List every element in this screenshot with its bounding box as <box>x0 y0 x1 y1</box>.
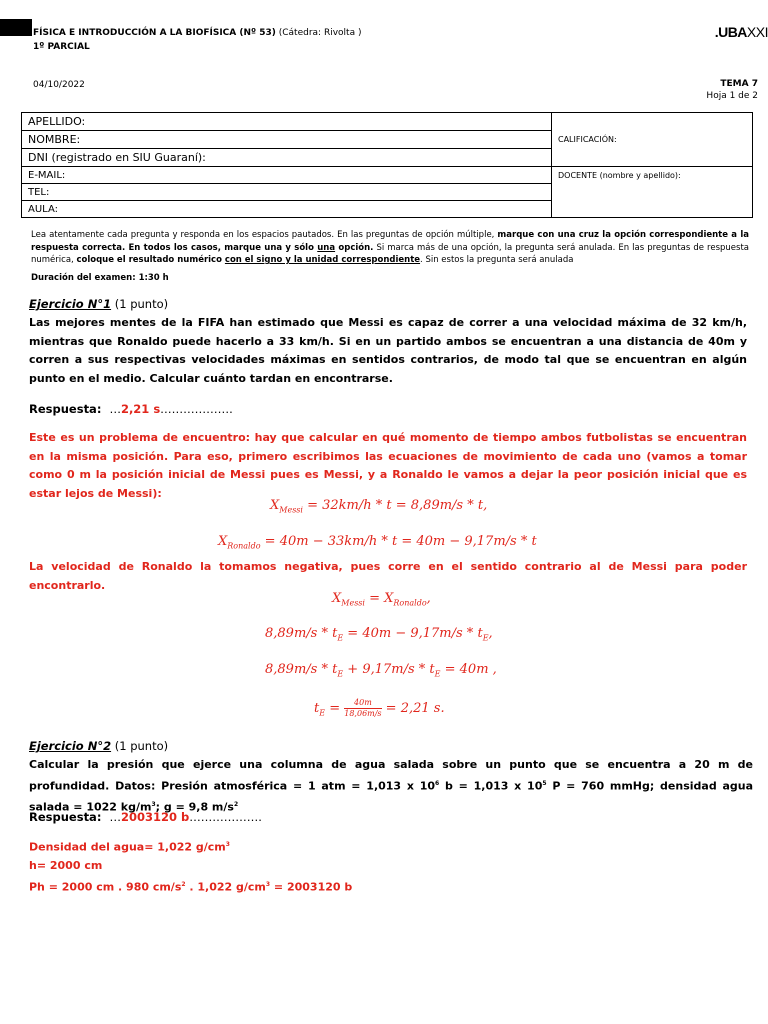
solution-fraction: $\frac{40m}{18,06m/s}$ <box>344 698 382 718</box>
uba-xxi-logo: .UBAXXI <box>714 24 768 40</box>
ex1-answer: Respuesta: …2,21 s………………. <box>29 402 233 416</box>
student-info-table <box>21 112 753 218</box>
ex2-pressure-line: Ph = 2000 cm . 980 $cm/s^2$ . 1,022 $g/cm^3 = 2003120$ b <box>29 880 353 894</box>
docente-field[interactable]: DOCENTE (nombre y apellido): <box>552 167 753 218</box>
aula-field[interactable]: AULA: <box>22 201 552 218</box>
exam-date: 04/10/2022 <box>33 80 85 90</box>
eq-ronaldo-position: $X_{Ronaldo} = 40m - 33km/h * t = 40m - 9,17m/s * t$ <box>218 534 537 551</box>
email-field[interactable]: E-MAIL: <box>22 167 552 184</box>
apellido-field[interactable]: APELLIDO: <box>22 113 552 131</box>
eq-messi-position: $X_{Messi} = 32km/h * t = 8,89m/s * t$, <box>270 498 488 515</box>
calificacion-field[interactable]: CALIFICACIÓN: <box>552 113 753 167</box>
ex1-statement: Las mejores mentes de la FIFA han estimado que Messi es capaz de correr a una velocidad máxima de 32 km/h, mientras que Ronaldo puede hacerlo a 33 km/h. Si en un partido ambos se encuentran a una distancia de 40m y corren a sus respectivas velocidades máximas en sentidos contrarios, de modo tal que se encuentran en algún punto en el medio. Calcular cuánto tardan en encontrarse. <box>29 316 747 385</box>
tema-label: TEMA 7 <box>720 79 758 89</box>
ex2-answer: Respuesta: …2003120 b………………. <box>29 810 262 824</box>
page-counter: Hoja 1 de 2 <box>706 91 758 101</box>
eq-solution: $t_E$ = $\frac{40m}{18,06m/s}$ = 2,21 s. <box>314 698 445 718</box>
course-title: FÍSICA E INTRODUCCIÓN A LA BIOFÍSICA (Nº 53) (Cátedra: Rivolta ) <box>33 28 362 38</box>
instructions: Lea atentamente cada pregunta y responda en los espacios pautados. En las preguntas de opción múltiple, marque con una cruz la opción correspondiente a la respuesta correcta. En todos los casos, marque una y sólo una opción. Si marca más de una opción, la pregunta será anulada. En las preguntas de respuesta numérica, coloque el resultado numérico con el signo y la unidad correspondiente. Sin estos la pregunta será anulada <box>31 230 749 265</box>
ex1-explanation: Este es un problema de encuentro: hay que calcular en qué momento de tiempo ambos futbolistas se encuentran en la misma posición. Para eso, primero escribimos las ecuaciones de movimiento de cada uno (vamos a tomar como 0 m la posición inicial de Messi pues es Messi, y a Ronaldo le vamos a dejar la peor posición inicial que es estar lejos de Messi): <box>29 431 747 500</box>
ex2-density-line: Densidad del agua= 1,022 $g/cm^3$ <box>29 840 230 854</box>
ex2-title: Ejercicio N°2 (1 punto) <box>29 739 169 753</box>
dni-field[interactable]: DNI (registrado en SIU Guaraní): <box>22 149 552 167</box>
eq-substitution: $8,89m/s * t_E = 40m - 9,17m/s * t_E$, <box>265 626 493 643</box>
eq-meeting-condition: $X_{Messi} = X_{Ronaldo}$, <box>332 591 431 608</box>
exam-subtitle: 1º PARCIAL <box>33 42 90 52</box>
ex1-title: Ejercicio N°1 (1 punto) <box>29 297 169 311</box>
ex2-solution <box>29 836 747 897</box>
tel-field[interactable]: TEL: <box>22 184 552 201</box>
ex1-note: La velocidad de Ronaldo la tomamos negativa, pues corre en el sentido contrario al de Messi para poder encontrarlo. <box>29 560 747 592</box>
nombre-field[interactable]: NOMBRE: <box>22 131 552 149</box>
exam-duration: Duración del examen: 1:30 h <box>31 273 169 283</box>
black-header-tab <box>0 19 32 36</box>
ex2-height-line: h= 2000 cm <box>29 859 103 873</box>
ex2-statement: Calcular la presión que ejerce una columna de agua salada sobre un punto que se encuentra a 20 m de profundidad. Datos: Presión atmosférica = 1 atm = 1,013 x $10^6$ b = 1,013 x $10^5$ P = 760 mmHg; densidad agua salada = 1022 $kg/m^3$; g = 9,8 $m/s^2$ <box>29 758 754 814</box>
eq-rearranged: $8,89m/s * t_E + 9,17m/s * t_E = 40m$ , <box>265 662 497 679</box>
